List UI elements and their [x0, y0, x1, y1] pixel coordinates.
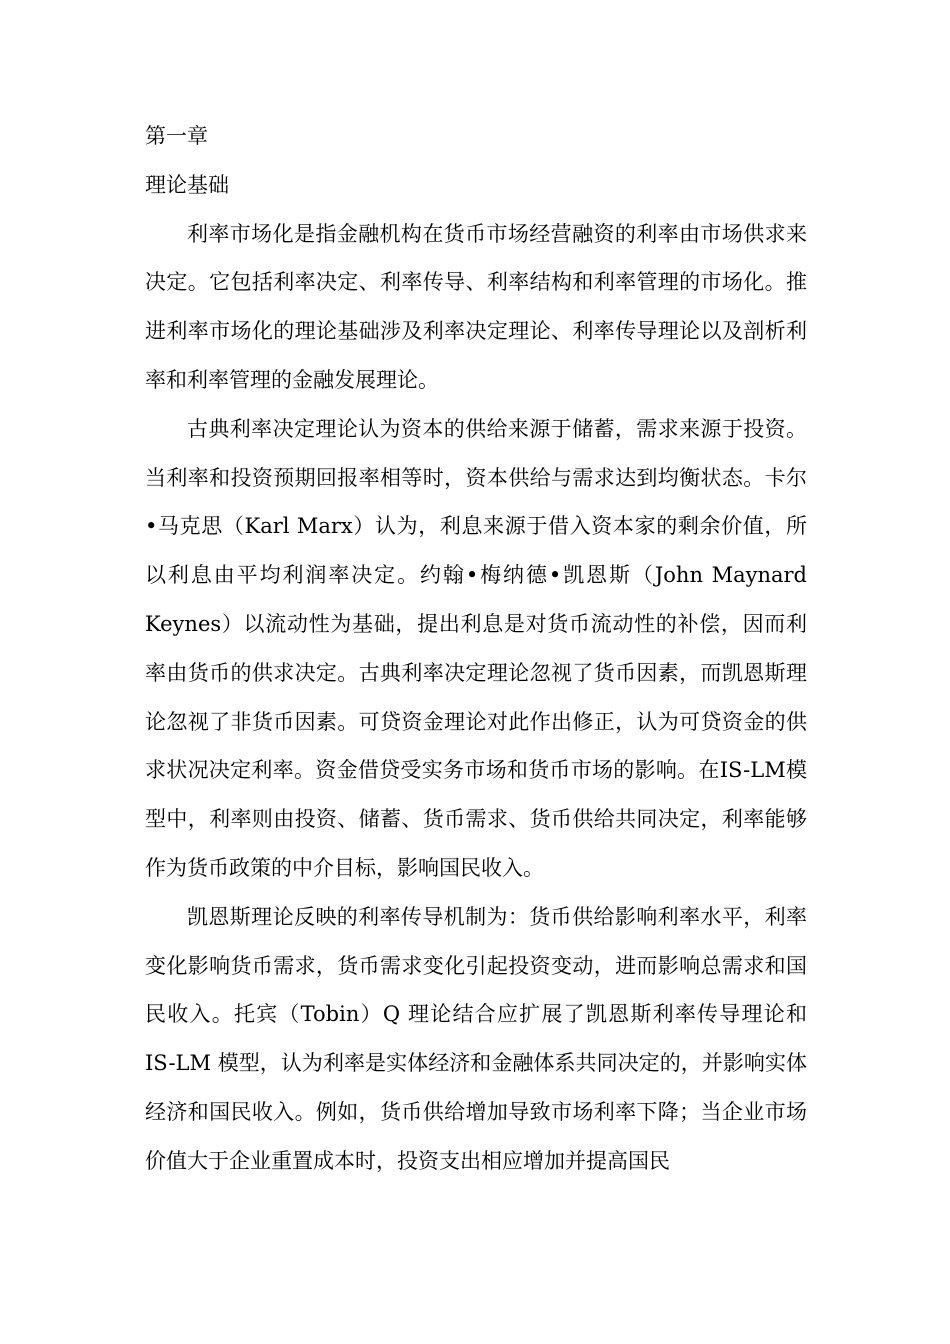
chapter-heading: 第一章 [145, 124, 208, 148]
paragraph-3: 凯恩斯理论反映的利率传导机制为：货币供给影响利率水平，利率变化影响货币需求，货币需求变化引起投资变动，进而影响总需求和国民收入。托宾（Tobin）Q 理论结合应扩展了凯恩斯利率传导理论和 IS-LM 模型，认为利率是实体经济和金融体系共同决定的，并影响实体经济和国民收入。例如，货币供给增加导致市场利率下降；当企业市场价值大于企业重置成本时，投资支出相应增加并提高国民 [145, 904, 807, 1173]
paragraph-1: 利率市场化是指金融机构在货币市场经营融资的利率由市场供求来决定。它包括利率决定、利率传导、利率结构和利率管理的市场化。推进利率市场化的理论基础涉及利率决定理论、利率传导理论以及剖析利率和利率管理的金融发展理论。 [145, 221, 807, 392]
document-body [145, 112, 807, 1186]
section-title: 理论基础 [145, 172, 229, 197]
paragraph-2: 古典利率决定理论认为资本的供给来源于储蓄，需求来源于投资。当利率和投资预期回报率相等时，资本供给与需求达到均衡状态。卡尔•马克思（Karl Marx）认为，利息来源于借入资本家的剩余价值，所以利息由平均利润率决定。约翰•梅纳德•凯恩斯（John Maynard Keynes）以流动性为基础，提出利息是对货币流动性的补偿，因而利率由货币的供求决定。古典利率决定理论忽视了货币因素，而凯恩斯理论忽视了非货币因素。可贷资金理论对此作出修正，认为可贷资金的供求状况决定利率。资金借贷受实务市场和货币市场的影响。在IS-LM模型中，利率则由投资、储蓄、货币需求、货币供给共同决定，利率能够作为货币政策的中介目标，影响国民收入。 [145, 416, 807, 880]
